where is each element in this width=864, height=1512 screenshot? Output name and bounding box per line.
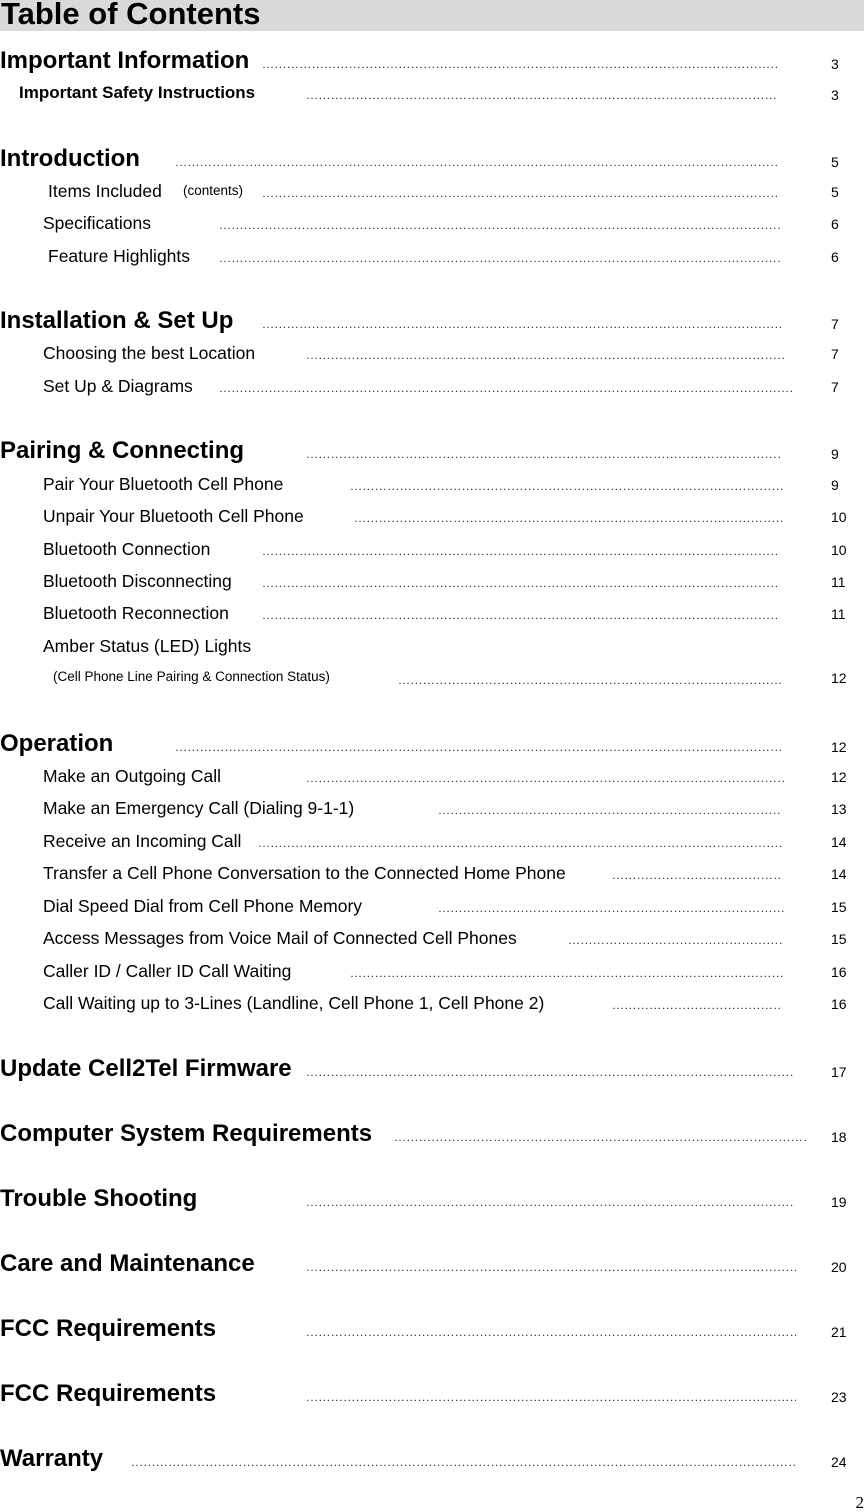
toc-entry-page: 7: [831, 346, 839, 362]
toc-entry-title: Dial Speed Dial from Cell Phone Memory: [43, 896, 363, 916]
toc-entry-title: Introduction: [0, 145, 140, 172]
toc-entry-title: Bluetooth Connection: [43, 539, 211, 559]
toc-entry-pair-bluetooth[interactable]: [0, 473, 864, 507]
toc-entry-operation[interactable]: [0, 729, 864, 763]
toc-entry-page: 16: [831, 964, 847, 980]
toc-entry-page: 9: [831, 446, 839, 462]
toc-entry-fcc-requirements-2[interactable]: [0, 1379, 864, 1413]
dot-leader: [306, 1324, 796, 1340]
toc-entry-warranty[interactable]: [0, 1444, 864, 1478]
dot-leader: [438, 900, 784, 916]
toc-entry-title: Computer System Requirements: [0, 1120, 373, 1147]
toc-entry-title: Care and Maintenance: [0, 1250, 255, 1277]
dot-leader: [262, 185, 777, 201]
toc-entry-title: Pair Your Bluetooth Cell Phone: [43, 474, 284, 494]
toc-entry-page: 14: [831, 834, 847, 850]
dot-leader: [394, 1129, 806, 1145]
toc-entry-page: 12: [831, 670, 847, 686]
dot-leader: [306, 87, 776, 103]
toc-entry-important-information[interactable]: [0, 46, 864, 80]
toc-entry-fcc-requirements[interactable]: [0, 1314, 864, 1348]
toc-entry-care-maintenance[interactable]: [0, 1249, 864, 1283]
dot-leader: [306, 770, 784, 786]
toc-entry-title: Unpair Your Bluetooth Cell Phone: [43, 506, 304, 526]
toc-entry-caller-id[interactable]: [0, 960, 864, 994]
page-title: Table of Contents: [1, 0, 261, 31]
toc-entry-title: Trouble Shooting: [0, 1185, 198, 1212]
toc-entry-title: Make an Outgoing Call: [43, 766, 222, 786]
dot-leader: [306, 446, 782, 462]
toc-entry-page: 3: [831, 56, 839, 72]
toc-entry-title: Receive an Incoming Call: [43, 831, 242, 851]
toc-entry-bluetooth-connection[interactable]: [0, 538, 864, 572]
toc-entry-specifications[interactable]: [0, 212, 864, 246]
page-number: 2: [855, 1493, 864, 1512]
dot-leader: [438, 802, 780, 818]
toc-entry-page: 3: [831, 87, 839, 103]
toc-entry-computer-requirements[interactable]: [0, 1119, 864, 1153]
toc-entry-title: Items Included: [48, 181, 162, 201]
dot-leader: [612, 867, 782, 883]
dot-leader: [350, 965, 784, 981]
toc-entry-title: Make an Emergency Call (Dialing 9-1-1): [43, 798, 355, 818]
toc-entry-page: 7: [831, 379, 839, 395]
toc-entry-title: Update Cell2Tel Firmware: [0, 1055, 292, 1082]
dot-leader: [258, 835, 784, 851]
dot-leader: [219, 217, 782, 233]
dot-leader: [262, 543, 780, 559]
toc-entry-amber-status-lights[interactable]: [0, 635, 864, 693]
toc-entry-page: 17: [831, 1064, 847, 1080]
dot-leader: [219, 380, 793, 396]
toc-entry-title: FCC Requirements: [0, 1380, 217, 1407]
toc-entry-title: Important Information: [0, 47, 250, 74]
dot-leader: [262, 575, 780, 591]
toc-entry-page: 12: [831, 739, 847, 755]
dot-leader: [306, 1194, 794, 1210]
toc-entry-page: 16: [831, 996, 847, 1012]
toc-entry-update-firmware[interactable]: [0, 1054, 864, 1088]
toc-entry-title: Bluetooth Disconnecting: [43, 571, 232, 591]
toc-entry-call-waiting[interactable]: [0, 992, 864, 1026]
toc-entry-title: Important Safety Instructions: [19, 83, 256, 102]
toc-entry-voice-mail[interactable]: [0, 927, 864, 961]
toc-entry-subtitle: (Cell Phone Line Pairing & Connection Status): [53, 669, 330, 684]
dot-leader: [306, 347, 786, 363]
toc-entry-page: 11: [831, 606, 846, 622]
toc-entry-title: Set Up & Diagrams: [43, 376, 193, 396]
toc-entry-page: 14: [831, 866, 847, 882]
toc-entry-page: 12: [831, 769, 847, 785]
toc-entry-title: Warranty: [0, 1445, 104, 1472]
toc-entry-title: Bluetooth Reconnection: [43, 603, 229, 623]
dot-leader: [175, 739, 782, 755]
toc-entry-page: 10: [831, 509, 847, 525]
toc-entry-title: Call Waiting up to 3-Lines (Landline, Cell Phone 1, Cell Phone 2): [43, 993, 545, 1013]
toc-entry-page: 6: [831, 249, 839, 265]
toc-entry-important-safety-instructions[interactable]: [0, 82, 864, 116]
toc-entry-page: 15: [831, 899, 847, 915]
toc-entry-speed-dial[interactable]: [0, 895, 864, 929]
toc-entry-title: Choosing the best Location: [43, 343, 256, 363]
toc-entry-page: 19: [831, 1194, 847, 1210]
toc-entry-pairing-connecting[interactable]: [0, 436, 864, 470]
dot-leader: [219, 250, 782, 266]
toc-entry-title: Caller ID / Caller ID Call Waiting: [43, 961, 292, 981]
dot-leader: [175, 154, 779, 170]
toc-entry-title: Operation: [0, 730, 114, 757]
toc-entry-title: FCC Requirements: [0, 1315, 217, 1342]
toc-entry-items-included[interactable]: [0, 180, 864, 214]
dot-leader: [306, 1389, 796, 1405]
toc-entry-title: Transfer a Cell Phone Conversation to the Connected Home Phone: [43, 863, 566, 883]
toc-entry-page: 10: [831, 542, 847, 558]
toc-entry-page: 15: [831, 931, 847, 947]
toc-entry-bluetooth-disconnecting[interactable]: [0, 570, 864, 604]
toc-entry-page: 20: [831, 1259, 847, 1275]
toc-entry-trouble-shooting[interactable]: [0, 1184, 864, 1218]
toc-entry-page: 6: [831, 216, 839, 232]
toc-entry-title: Installation & Set Up: [0, 307, 234, 334]
toc-entry-installation-set-up[interactable]: [0, 306, 864, 340]
toc-entry-page: 5: [831, 184, 839, 200]
toc-header-bar: [0, 0, 864, 31]
dot-leader: [262, 56, 777, 72]
toc-entry-page: 11: [831, 574, 846, 590]
dot-leader: [568, 932, 782, 948]
toc-entry-title: Specifications: [43, 213, 151, 233]
toc-entry-feature-highlights[interactable]: [0, 245, 864, 279]
dot-leader: [306, 1259, 796, 1275]
dot-leader: [306, 1064, 794, 1080]
dot-leader: [262, 607, 780, 623]
toc-entry-page: 21: [831, 1324, 847, 1340]
toc-entry-title: Amber Status (LED) Lights: [43, 636, 252, 656]
toc-entry-page: 7: [831, 316, 839, 332]
toc-entry-page: 13: [831, 801, 847, 817]
toc-entry-page: 24: [831, 1454, 847, 1470]
toc-entry-introduction[interactable]: [0, 144, 864, 178]
toc-entry-title: Feature Highlights: [48, 246, 191, 266]
toc-entry-set-up-diagrams[interactable]: [0, 375, 864, 409]
dot-leader: [350, 478, 784, 494]
toc-entry-page: 9: [831, 477, 839, 493]
toc-entry-subtitle: (contents): [183, 183, 244, 198]
dot-leader: [131, 1454, 796, 1470]
toc-entry-emergency-call[interactable]: [0, 797, 864, 831]
dot-leader: [354, 510, 782, 526]
toc-entry-page: 18: [831, 1129, 847, 1145]
toc-entry-title: Pairing & Connecting: [0, 437, 245, 464]
toc-entry-outgoing-call[interactable]: [0, 765, 864, 799]
toc-entry-bluetooth-reconnection[interactable]: [0, 602, 864, 636]
toc-entry-transfer-conversation[interactable]: [0, 862, 864, 896]
toc-entry-page: 23: [831, 1389, 847, 1405]
dot-leader: [262, 316, 784, 332]
dot-leader: [398, 672, 782, 688]
toc-entry-choosing-location[interactable]: [0, 342, 864, 376]
dot-leader: [612, 997, 782, 1013]
toc-entry-incoming-call[interactable]: [0, 830, 864, 864]
toc-entry-title: Access Messages from Voice Mail of Connected Cell Phones: [43, 928, 517, 948]
toc-entry-unpair-bluetooth[interactable]: [0, 505, 864, 539]
toc-entry-page: 5: [831, 154, 839, 170]
